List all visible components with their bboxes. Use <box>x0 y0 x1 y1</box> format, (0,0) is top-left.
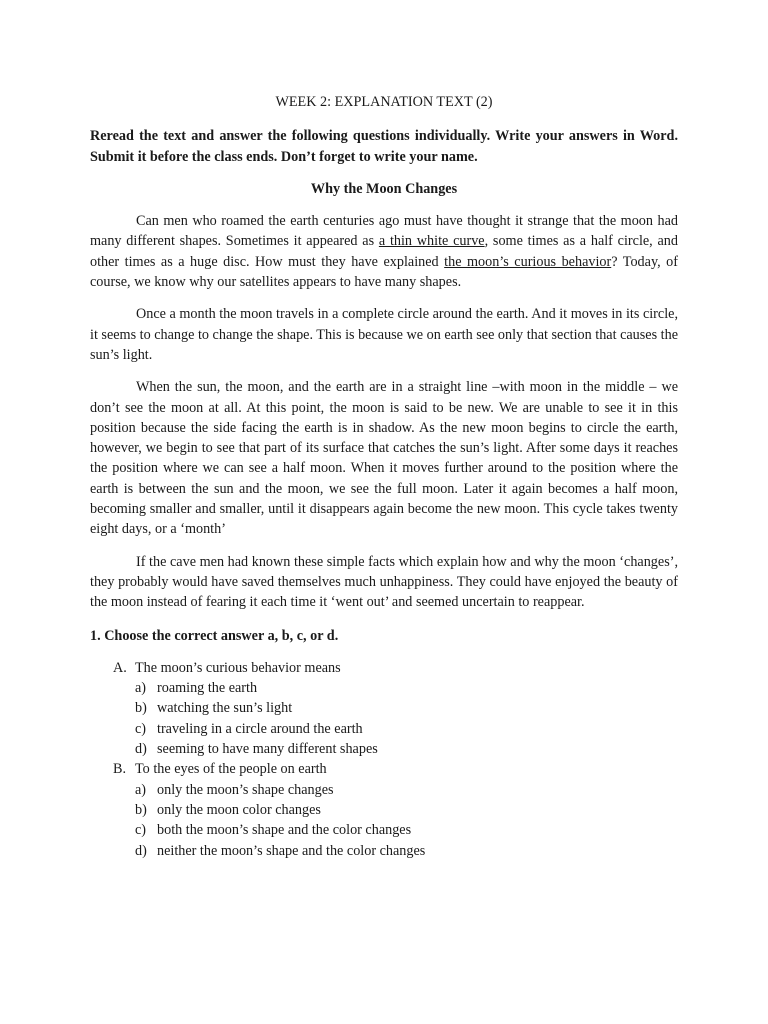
paragraph-3: When the sun, the moon, and the earth are in a straight line –with moon in the middle – we don’t see the moon at all. At this point, the moon is said to be new. We are unable to see it in this position because the side facing the earth is in shadow. As the new moon begins to circle the earth, however, we begin to see that part of its surface that catches the sun’s light. After some days it reaches the position where we can see a half moon. When it moves further around to the position where the earth is between the sun and the moon, we see the full moon. Later it again becomes a half moon, becoming smaller and smaller, until it disappears again become the new moon. This cycle takes twenty eight days, or a ‘month’ <box>90 379 678 538</box>
paragraph-1-part-b: , some times as a half circle, and other times as a huge disc. How must they have explained <box>90 233 678 270</box>
question-text: The moon’s curious behavior means <box>135 659 341 676</box>
question-letter: B. <box>113 761 127 778</box>
option-letter: a) <box>135 781 147 798</box>
text-title: Why the Moon Changes <box>310 180 458 197</box>
option-letter: c) <box>135 822 147 839</box>
option-letter: c) <box>135 720 147 737</box>
option-text: neither the moon’s shape and the color changes <box>157 842 426 859</box>
option-item <box>90 780 678 800</box>
option-text: roaming the earth <box>157 680 258 697</box>
option-list <box>90 678 678 759</box>
option-text: seeming to have many different shapes <box>157 741 378 758</box>
paragraph-2: Once a month the moon travels in a complete circle around the earth. And it moves in its circle, it seems to change to change the shape. This is because we on earth see only that section that causes the sun’s light. <box>90 306 678 363</box>
option-item <box>90 800 678 820</box>
option-item <box>90 698 678 718</box>
option-item <box>90 739 678 759</box>
option-text: traveling in a circle around the earth <box>157 720 363 737</box>
underlined-phrase-curious-behavior: the moon’s curious behavior <box>444 253 612 270</box>
option-letter: b) <box>135 700 147 717</box>
option-item <box>90 719 678 739</box>
question-heading: 1. Choose the correct answer a, b, c, or d. <box>90 627 339 644</box>
option-item <box>90 820 678 840</box>
option-letter: d) <box>135 741 147 758</box>
option-item <box>90 678 678 698</box>
option-letter: a) <box>135 680 147 697</box>
page-title: WEEK 2: EXPLANATION TEXT (2) <box>275 94 493 110</box>
question-item <box>90 759 678 860</box>
question-list <box>90 658 678 861</box>
question-text: To the eyes of the people on earth <box>135 761 327 778</box>
document-page <box>90 92 678 861</box>
option-letter: b) <box>135 801 147 818</box>
paragraph-1 <box>90 211 678 292</box>
option-list <box>90 780 678 861</box>
question-letter: A. <box>113 659 127 676</box>
paragraph-1-part-a: Can men who roamed the earth centuries ago must have thought it strange that the moon had many different shapes. Sometimes it appeared as <box>90 213 678 250</box>
option-letter: d) <box>135 842 147 859</box>
option-text: only the moon color changes <box>157 801 321 818</box>
option-text: both the moon’s shape and the color changes <box>157 822 412 839</box>
instructions-text: Reread the text and answer the following questions individually. Write your answers in Word. Submit it before the class ends. Don’t forget to write your name. <box>90 128 678 165</box>
paragraph-1-part-c: ? Today, of course, we know why our satellites appears to have many shapes. <box>90 253 678 291</box>
option-text: only the moon’s shape changes <box>157 781 334 798</box>
option-item <box>90 841 678 861</box>
question-item <box>90 658 678 759</box>
paragraph-4: If the cave men had known these simple facts which explain how and why the moon ‘changes’, they probably would have saved themselves much unhappiness. They could have enjoyed the beauty of the moon instead of fearing it each time it ‘went out’ and seemed uncertain to reappear. <box>90 553 678 611</box>
underlined-phrase-thin-white-curve: a thin white curve <box>378 233 485 250</box>
option-text: watching the sun’s light <box>157 700 293 717</box>
